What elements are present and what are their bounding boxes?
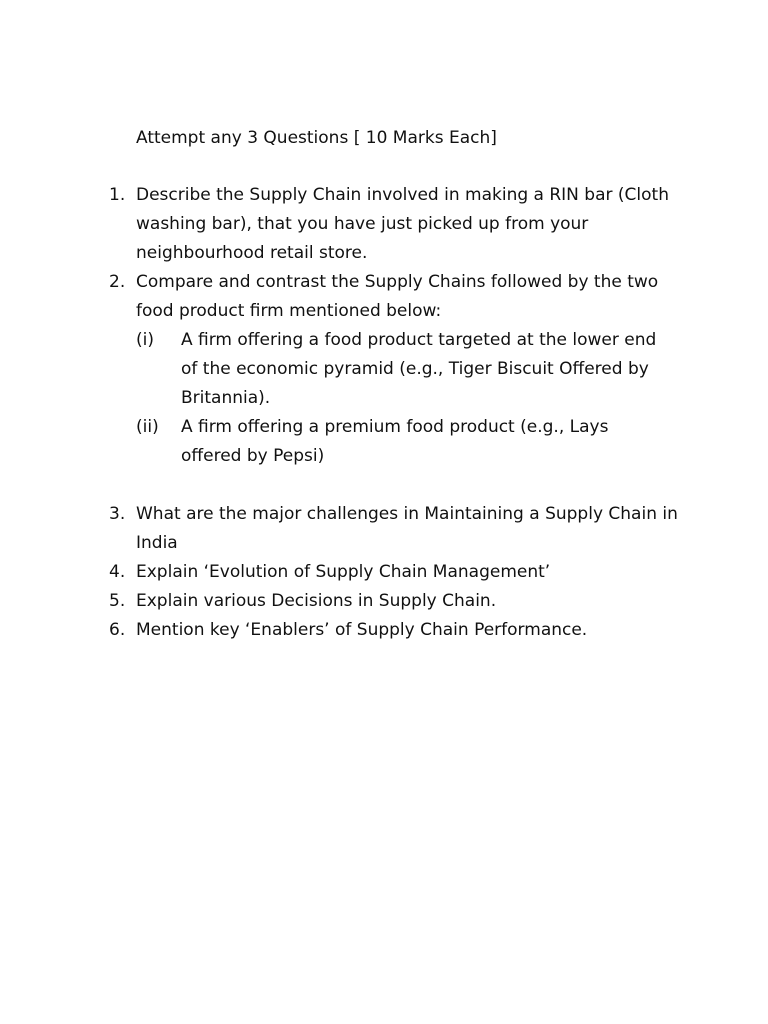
- question-text: Mention key ‘Enablers’ of Supply Chain Performance.: [136, 620, 588, 640]
- sub-question-item-i: [0, 326, 768, 413]
- question-number: 4.: [109, 562, 126, 582]
- question-text: Describe the Supply Chain involved in making a RIN bar (Cloth washing bar), that you have just picked up from your neighbourhood retail store.: [136, 185, 669, 263]
- question-item-6: [0, 616, 768, 645]
- question-number: 3.: [109, 504, 126, 524]
- question-item-5: [0, 587, 768, 616]
- question-text: Explain ‘Evolution of Supply Chain Management’: [136, 562, 551, 582]
- question-item-2: [0, 268, 768, 471]
- question-text: Explain various Decisions in Supply Chain.: [136, 591, 497, 611]
- question-number: 2.: [109, 272, 126, 292]
- sub-question-number: (i): [136, 330, 154, 350]
- question-item-1: [0, 181, 768, 268]
- sub-question-text: A firm offering a food product targeted at the lower end of the economic pyramid (e.g., Tiger Biscuit Offered by Britannia).: [181, 330, 657, 408]
- question-text: Compare and contrast the Supply Chains followed by the two food product firm mentioned below:: [136, 272, 659, 321]
- question-number: 5.: [109, 591, 126, 611]
- question-number: 1.: [109, 185, 126, 205]
- question-item-3: [0, 500, 768, 558]
- sub-question-list: [0, 326, 768, 471]
- question-item-4: [0, 558, 768, 587]
- question-list: [0, 181, 768, 645]
- sub-question-text: A firm offering a premium food product (e.g., Lays offered by Pepsi): [181, 417, 609, 466]
- page-heading: Attempt any 3 Questions [ 10 Marks Each]: [136, 128, 497, 148]
- question-number: 6.: [109, 620, 126, 640]
- question-text: What are the major challenges in Maintaining a Supply Chain in India: [136, 504, 678, 553]
- sub-question-item-ii: [0, 413, 768, 471]
- sub-question-number: (ii): [136, 417, 159, 437]
